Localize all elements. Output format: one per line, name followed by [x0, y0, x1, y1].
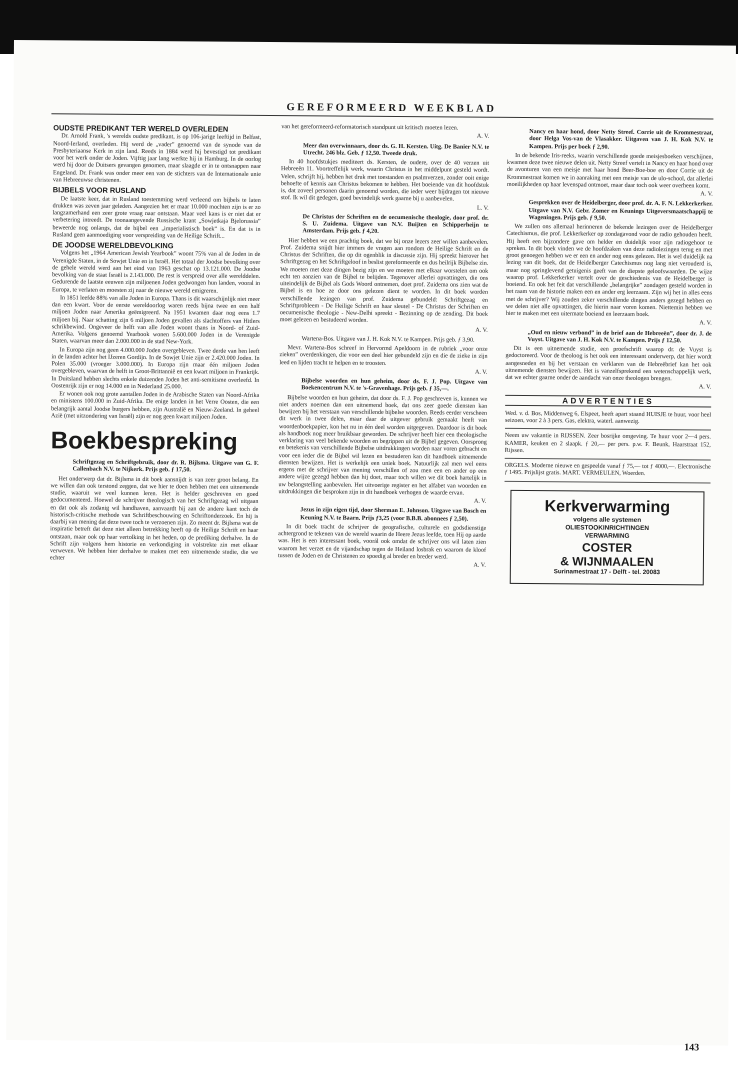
article-paragraph: Volgens het „1964 American Jewish Yearbook” woont 75% van al de Joden in de Verenigde Staten, in de Sowjet Unie en in Israël. Het totaal der Joodse bevolking over de gehele wereld werd aan het eind van 1963 geschat op 13.121.000. De Joodse bevolking van de staat Israël is 2.143.000. De rest is verspreid over alle werelddelen. Gedurende de laatste eeuwen zijn miljoenen Joden gedwongen hun landen, vooral in Europa, te verlaten en moesten zij naar de nieuwe wereld emigreren. [52, 250, 261, 295]
review-signature: L. V. [476, 205, 489, 212]
column-middle [278, 124, 489, 571]
review-paragraph: In dit boek tracht de schrijver de geografische, culturele en godsdienstige achtergrond te tekenen van de wereld waarin de Heere Jezus leefde, toen Hij op aarde was. Het is een interessant boek, voorál ook omdat de schrijver ons wil laten zien waarom het verzet en de vijandschap tegen de Heiland losbrak en waarom de kloof tussen de Joden en de Christenen zo spoedig al breder en breder werd. [277, 523, 487, 561]
review-paragraph: Bijbelse woorden en hun geheim, dat door ds. F. J. Pop geschreven is, kunnen we niet anders noemen dan een uitnemend boek, dat ons zeer goede diensten kan bewijzen bij het verstaan van verschillende bijbelse woorden. Reeds eerder verscheen dit werk in twee delen, maar daar de uitgever gebruik gemaakt heeft van woordenboekpapier, kon het nu in één deel worden uitgegeven. Daardoor is dit boek als handboek nog meer bruikbaar geworden. De schrijver heeft hier een theologische verklaring van veel bekende woorden en begrippen uit de Bijbel gegeven. Oorsprong en betekenis van verschillende Bijbelse uitdrukkingen worden naar voren gebracht en voor een ieder die de Bijbel wil lezen en bestuderen kan dit handboek uitnemende diensten bewijzen. Het is werkelijk een uniek boek. Natuurlijk zal men wel eens ergens met de schrijver van mening verschillen of zou men een en ander op een andere wijze gezegd hebben dan hij doet, maar toch willen we dit boek hartelijk in uw belangstelling aanbevelen. Het uitvoerige register en het alfabet van woorden en uitdrukkingen die besproken zijn in dit handboek verhogen de waarde ervan. [278, 394, 488, 497]
book-reference: Meer dan overwinnaars, door ds. G. H. Kersten. Uitg. De Banier N.V. te Utrecht. 246 blz. Geb. ƒ 12,50. Tweede druk. [303, 142, 490, 157]
review-paragraph: Hier hebben we een prachtig boek, dat we bij onze lezers zeer willen aanbevelen. Prof. Zuidema snijdt hier immers de vragen aan rondom de Heilige Schrift en de Christus der Schriften, die op dit ogenblik in discussie zijn. Hij spreekt hierover het Schriftgezag en het Schriftgeloof in beslist gereformeerde en dus heilrijk Bijbelse zin. We moeten met deze dingen bezig zijn en we moeten met elkaar worstelen om ook echt ten aanzien van de Bijbel te belijden. Tegenover allerlei opvattingen, die ons uiteindelijk de Bijbel als Gods Woord ontnemen, doet prof. Zuidema ons zien wat de Bijbel is en hoe ze door ons gelezen dient te worden. In dit boek worden verschillende lezingen van prof. Zuidema gebundeld: Schriftgezag en Schriftprobleem - De Heilige Schrift en haar sleutel - De Christus der Schriften en oecumenische theologie - New-Delhi spreekt - Bezinning op de zending. Dit boek moet gelezen en bestudeerd worden. [279, 237, 489, 325]
review-signature: A. V. [698, 384, 712, 391]
review-signature: A. V. [699, 320, 712, 327]
column-right [504, 126, 714, 585]
ad-box-line: OLIESTOOKINRICHTINGEN [565, 523, 650, 532]
ad-box-company: & WIJNMAALEN [560, 553, 654, 569]
review-paragraph: van het gereformeerd-reformatorisch standpunt uit kritisch moeten lezen. [281, 124, 459, 132]
article-paragraph: Er wonen ook nog grote aantallen Joden in de Arabische Staten van Noord-Afrika en ministens 100.000 in Zuid-Afrika. De enige landen in het Verre Oosten, die een belangrijk aantal Joodse burgers hebben, zijn Australië en Nieuw-Zeeland. In geheel Azië (met uitzondering van Israël) zijn er nog geen kwart miljoen Joden. [51, 391, 260, 421]
article-paragraph: De laatste keer, dat in Rusland toestemming werd verleend om bijbels te laten drukken was zeven jaar geleden. Aangezien het er maar 10.000 mochten zijn is er zo langzamerhand een zeer grote vraag naar ontstaan. Maar veel kans is er niet dat er verbetering intreedt. De toonaangevende Russische krant „Sowjetkaja Bjelorussia” beweerde nog onlangs, dat de bijbel een „imperialistisch boek” is. En dat is in Rusland geen aanmoediging voor verspreiding van de Heilige Schrift... [52, 195, 261, 240]
book-reference: „Oud en nieuw verbond” in de brief aan de Hebreeën”, door dr. J. de Vuyst. Uitgave van J. H. Kok N.V. te Kampen. Prijs ƒ 12,50. [527, 329, 712, 345]
display-ad-box [510, 489, 705, 585]
article-title: BIJBELS VOOR RUSLAND [52, 185, 147, 196]
classified-ad: Neem uw vakantie in RIJSSEN. Zeer bosrijke omgeving. Te huur voor 2—4 pers. KAMER, keuken en 2 slaapk. ƒ 20,— per pers. p.w. F. Beunk, Haarstraat 152, Rijssen. [505, 431, 711, 460]
review-paragraph: In de bekende Iris-reeks, waarin verschillende goede meisjesboeken verschijnen, kwamen deze twee nieuwe delen uit. Netty Streef vertelt in Nancy en haar hond over de avonturen van een meisje met haar hond Beer-Boe-boe en door Corrie uit de Krommestraat komen we in aanraking met een meisje van de ulo-school, dat allerlei moeilijkheden op haar levenspad ontmoet, maar daar toch ook weer overheen komt. [506, 152, 714, 190]
book-reference: Bijbelse woorden en hun geheim, door ds. F. J. Pop. Uitgave van Boekencentrum N.V. te 's-Gravenhage. Prijs geb. ƒ 35,—. [301, 378, 488, 393]
review-paragraph: Het onderwerp dat dr. Bijlsma in dit boek aansnijdt is van zeer groot belang. En we willen dan ook terstond zeggen, dat we hier te doen hebben met een uitnemende studie, waaruit we veel kunnen leren. Het is helder geschreven en goed gedocumenteerd. Hoewel de schrijver theologisch van het Schriftgezag wil uitgaan en dat ook als zodanig wil handhaven, aanvaardt hij aan de andere kant toch de historisch-critische methode van Schriftbeschouwing en Schriftonderzoek. En hij is daarbij van mening dat deze twee toch te verzoenen zijn. Zo meent dr. Bijlsma wat de inspiratie betreft dat deze niet alleen betrekking heeft op de Heilige Schrift en haar ontstaan, maar ook op haar vertolking in het heden, op de prediking derhalve. In de Schrift zijn volgens hem historie en verkondiging in volstrekte zin met elkaar verweven. We hebben hier derhalve te maken met een uitnemende studie, die we echter [49, 476, 259, 562]
ad-box-line: VERWARMING [584, 531, 630, 540]
book-reference: Gesprekken over de Heidelberger, door prof. dr. A. F. N. Lekkerkerker. Uitgave van N.V. Gebr. Zomer en Keunings Uitgeversmaatschappij te Wageningen. Prijs geb. ƒ 9,50. [528, 200, 713, 222]
ad-box-title: Kerkverwarming [544, 497, 671, 516]
advertisements-title: ADVERTENTIES [505, 394, 711, 407]
review-signature: A. V. [700, 191, 713, 198]
article-title: DE JOODSE WERELDBEVOLKING [52, 240, 174, 251]
book-reference: Schriftgezag en Schriftgebruik, door dr. R. Bijlsma. Uitgave van G. F. Callenbach N.V. te Nijkerk. Prijs geb. ƒ 17,50. [72, 459, 259, 474]
review-paragraph: Dit is een uitnemende studie, een proefschrift waarop dr. de Vuyst is gedoctoreerd. Voor de theoloog is het ook een interessant onderwerp, dat hier wordt aangesneden en bij het verstaan en verklaren van de Hebreëbrief kan het ook uitnemende diensten bewijzen. Het is vanzelfsprekend een wetenschappelijk werk, dat we echter gaarne onder de aandacht van onze theologen brengen. [505, 345, 712, 383]
review-paragraph: Mevr. Wartena-Bos schreef in Hervormd Apeldoorn in de rubriek „voor onze zieken” overdenkingen, die voor een deel hier gebundeld zijn en die de zieke in zijn leed en lijden tracht te helpen en te troosten. [279, 345, 488, 367]
review-paragraph: In 40 hoofdstukjes mediteert ds. Kersten, de oudere, over de 40 verzen uit Hebreeën 11. Voortreffelijk werk, waarin Christus in het middelpunt gesteld wordt. Velen, schrijft hij, hebben het druk met toestanden en psalmverzen, zonder ooit enige behoefte of kennis aan Christus bekomen te hebben. Het boeiende van dit hoofdstuk is, dat zoveel personen daarin genoemd worden, die ieder weer bijdragen tot nieuwe stof. Ik wil dit gedegen, goed bevindelijk werk gaarne bij u aanbevelen. [280, 159, 490, 203]
magazine-page [6, 40, 736, 1054]
review-signature: A. V. [475, 327, 488, 334]
ad-box-address: Surinamestraat 17 - Delft - tel. 20083 [553, 567, 660, 576]
article-title: OUDSTE PREDIKANT TER WERELD OVERLEDEN [53, 123, 229, 134]
article-paragraph: In Europa zijn nog geen 4.000.000 Joden overgebleven. Twee derde van hen leeft in de landen achter het IJzeren Gordijn. In de Sowjet Unie zijn er 2.420.000 Joden. In Polen 35.000 (vroeger 3.000.000). In Europa zijn maar één miljoen Joden overgebleven, waarvan de helft in Groot-Brittannië en een kwart miljoen in Frankrijk. In Duitsland hebben slechts enkele duizenden Joden het anti-semitisme overleefd. In Oostenrijk zijn er nog 14.000 en in Nederland 25.000. [51, 347, 260, 391]
header-rule [51, 113, 713, 119]
book-reference: Wartena-Bos. Uitgave van J. H. Kok N.V. te Kampen. Prijs geb. ƒ 3,90. [301, 336, 475, 344]
book-reference: Nancy en haar hond, door Netty Streef. Corrie uit de Krommestraat, door Helga Vos-van de Vlasakker. Uitgaven van J. H. Kok N.V. te Kampen. Prijs per boek ƒ 2,90. [529, 129, 714, 151]
review-signature: A. V. [473, 562, 486, 569]
review-signature: A. V. [474, 369, 488, 376]
book-reference: De Christus der Schriften en de oecumenische theologie, door prof. dr. S. U. Zuidema. Uitgave van N.V. Buijten en Schipperheijn te Amsterdam. Prijs geb. ƒ 4,20. [302, 214, 489, 236]
book-reference: Jezus in zijn eigen tijd, door Sherman E. Johnson. Uitgave van Bosch en Keuning N.V. te Baarn. Prijs ƒ3,25 (voor B.B.B. abonnees ƒ 2,50). [300, 507, 487, 523]
article-paragraph: In 1851 leefde 88% van alle Joden in Europa. Thans is dit waarschijnlijk niet meer dan een kwart. Voor de eerste wereldoorlog waren reeds bijna twee en een half miljoen Joden naar Amerika geëmigreerd. Na 1951 kwamen daar nog eens 1.7 miljoen bij. Naar schatting zijn 6 miljoen Joden gevallen als slachtoffers van Hitlers schrikbewind. Ongeveer de helft van alle Joden woont thans in Noord- of Zuid-Amerika. Volgens genoemd Yearbook wonen 5.600.000 Joden in de Verenigde Staten, waarvan meer dan 2.000.000 in de stad New-York. [51, 295, 260, 346]
classified-ad: ORGELS. Moderne nieuwe en gespeelde vanaf ƒ 75,— tot ƒ 4000,—. Electronische ƒ 1495. Prijslijst gratis. MART. VERMEULEN, Woerden. [505, 461, 711, 483]
ad-box-line: volgens alle systemen [573, 515, 642, 524]
page-number: 143 [684, 1042, 700, 1054]
article-paragraph: Dr. Arnold Frank, 's werelds oudste predikant, is op 106-jarige leeftijd in Belfast, Noord-Ierland, overleden. Hij werd de „vader” genoemd van de synode van de Presbyteriaanse Kerk in zijn land. Reeds in 1884 werd hij bevestigd tot predikant voor het werk onder de Joden. Vijftig jaar lang werkte hij in Hamburg. In de oorlog werd hij door de Duitsers gevangen genomen, maar slaagde er in te ontsnappen naar Engeland. Dr. Frank was onder meer een van de stichters van de Internationale unie van Hebreeuwse christenen. [52, 133, 262, 184]
page-header: GEREFORMEERD WEEKBLAD [286, 102, 497, 115]
review-signature: A. V. [476, 133, 490, 140]
section-title-boekbespreking: Boekbespreking [50, 427, 238, 456]
review-signature: A. V. [473, 498, 487, 505]
review-paragraph: We zullen ons allemaal herinneren de bekende lezingen over de Heidelberger Catechismus, die prof. Lekkerkerker op zondagavond voor de radio gehouden heeft. Hij heeft een bijzondere gave om helder en duidelijk voor zijn radiogehoor te spreken. In dit boek vinden we de hoofdzaken van deze radiolezingen terug en met groot genoegen hebben we er een en ander nog eens gelezen. Het is wel duidelijk na lezing van dit boek, dat de Heidelberger Catechismus nog lang niet verouderd is, maar nog springlevend getuigenis geeft van de diepste geloofswaarden. De wijze waarop prof. Lekkerkerker vertelt over de geschiedenis van de Heidelberger is boeiend. En ook het feit dat verschillende „belangrijke” zondagen gesteld worden in het raam van de historie maken een en ander erg leerzaam. Zijn wij het in alles eens met de schrijver? Wij zouden zeker verschillende dingen anders gezegd hebben en we delen niet alle opvattingen, die hierin naar voren komen. Niettemin hebben we hier te maken met een uitermate boeiend en leerzaam boek. [505, 223, 713, 319]
ad-box-company: COSTER [581, 539, 633, 555]
column-left [50, 122, 261, 565]
classified-ad: Wed. v. d. Bos, Middenweg 6, Elspeet, heeft apart staand HUISJE te huur, voor heel seizoen, voor 2 à 3 pers. Gas, elektra, waterl. aanwezig. [505, 409, 711, 431]
